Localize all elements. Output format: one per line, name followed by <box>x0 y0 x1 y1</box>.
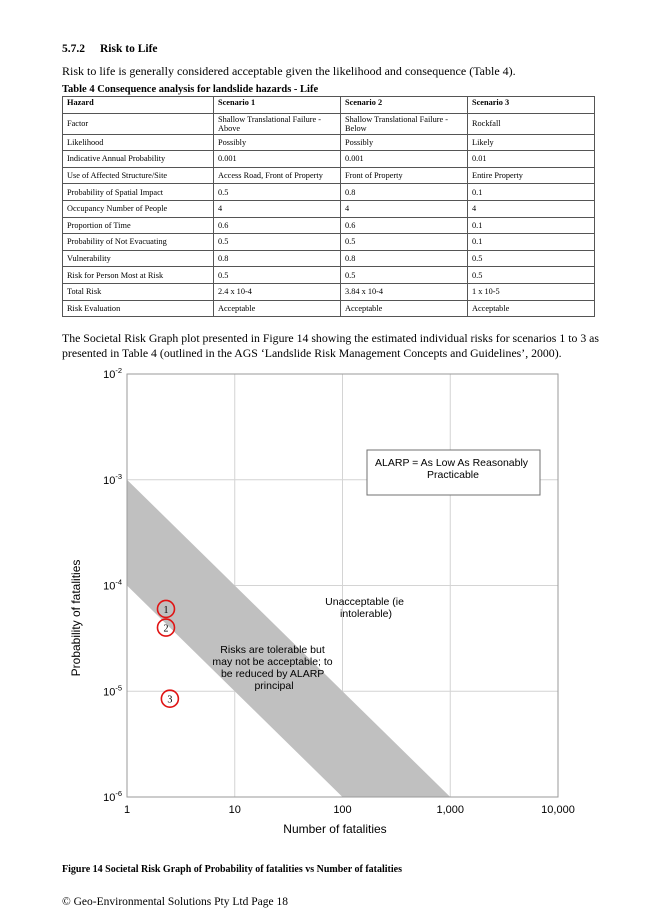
table-cell: 0.5 <box>341 234 468 251</box>
table-cell: 4 <box>468 200 595 217</box>
table-cell: 0.5 <box>214 184 341 201</box>
y-tick-base: 10 <box>103 792 116 804</box>
x-tick-label: 100 <box>333 804 352 816</box>
societal-risk-chart <box>0 360 647 840</box>
table-row <box>63 250 595 267</box>
section-title: Risk to Life <box>100 43 158 55</box>
table-row <box>63 267 595 284</box>
table-row <box>63 300 595 317</box>
header-scenario-2: Scenario 2 <box>341 97 468 114</box>
scenario-label: 3 <box>167 694 173 706</box>
y-tick-label <box>103 578 122 593</box>
table-cell: 0.6 <box>341 217 468 234</box>
table-cell: 0.5 <box>468 250 595 267</box>
section-number: 5.7.2 <box>62 43 85 55</box>
alarp-legend-line-1: ALARP = As Low As Reasonably <box>375 457 529 469</box>
table-cell: 0.8 <box>214 250 341 267</box>
y-tick-exponent: -5 <box>115 683 122 693</box>
page-footer: © Geo-Environmental Solutions Pty Ltd Page 18 <box>62 896 288 908</box>
unacceptable-line-1: Unacceptable (ie <box>325 596 404 608</box>
table-cell: 0.6 <box>214 217 341 234</box>
table-row <box>63 217 595 234</box>
table-row <box>63 234 595 251</box>
table-cell: 0.5 <box>214 234 341 251</box>
table-cell: 0.01 <box>468 151 595 168</box>
table-cell: 3.84 x 10-4 <box>341 283 468 300</box>
header-scenario-3: Scenario 3 <box>468 97 595 114</box>
scenario-label: 1 <box>163 604 169 616</box>
table-cell: 0.1 <box>468 234 595 251</box>
table-cell: 0.1 <box>468 184 595 201</box>
table-row <box>63 113 595 134</box>
table-cell: Possibly <box>341 134 468 151</box>
table-header-row <box>63 97 595 114</box>
table-cell: 1 x 10-5 <box>468 283 595 300</box>
y-tick-label <box>103 683 122 698</box>
table-cell: Acceptable <box>341 300 468 317</box>
header-hazard: Hazard <box>63 97 214 114</box>
table-row <box>63 184 595 201</box>
consequence-table <box>62 96 595 317</box>
tolerable-line-4: principal <box>254 680 294 692</box>
section-heading <box>62 43 158 55</box>
x-axis-label: Number of fatalities <box>283 822 387 836</box>
table-cell: 0.5 <box>468 267 595 284</box>
table-cell: Front of Property <box>341 167 468 184</box>
y-axis-label: Probability of fatalities <box>69 559 83 677</box>
table-cell: Acceptable <box>214 300 341 317</box>
scenario-label: 2 <box>163 623 169 635</box>
x-tick-label: 10,000 <box>541 804 575 816</box>
header-scenario-1: Scenario 1 <box>214 97 341 114</box>
row-label: Proportion of Time <box>63 217 214 234</box>
table-cell: 0.5 <box>214 267 341 284</box>
tolerable-line-2: may not be acceptable; to <box>212 656 333 668</box>
row-label: Probability of Not Evacuating <box>63 234 214 251</box>
row-label: Vulnerability <box>63 250 214 267</box>
y-axis-ticks <box>103 366 122 804</box>
alarp-legend-line-2: Practicable <box>427 469 479 481</box>
y-tick-label <box>103 472 122 487</box>
table-row <box>63 283 595 300</box>
unacceptable-line-2: intolerable) <box>340 608 392 620</box>
x-tick-label: 1 <box>123 804 131 816</box>
y-tick-label <box>103 789 122 804</box>
table-cell: 0.5 <box>341 267 468 284</box>
y-tick-base: 10 <box>103 686 116 699</box>
x-axis-ticks <box>124 804 575 816</box>
table-cell: Shallow Translational Failure - Below <box>341 113 468 134</box>
table-cell: Access Road, Front of Property <box>214 167 341 184</box>
table-cell: 0.001 <box>341 151 468 168</box>
table-cell: 4 <box>214 200 341 217</box>
table-cell: 0.8 <box>341 250 468 267</box>
table-cell: Rockfall <box>468 113 595 134</box>
table-cell: Likely <box>468 134 595 151</box>
row-label: Factor <box>63 113 214 134</box>
row-label: Use of Affected Structure/Site <box>63 167 214 184</box>
table-cell: 4 <box>341 200 468 217</box>
y-tick-exponent: -2 <box>115 366 122 375</box>
row-label: Occupancy Number of People <box>63 200 214 217</box>
table-caption: Table 4 Consequence analysis for landslide hazards - Life <box>62 84 319 95</box>
intro-paragraph: Risk to life is generally considered acceptable given the likelihood and consequence (Table 4). <box>62 64 516 78</box>
table-cell: Entire Property <box>468 167 595 184</box>
table-row <box>63 151 595 168</box>
y-tick-base: 10 <box>103 474 116 487</box>
row-label: Risk for Person Most at Risk <box>63 267 214 284</box>
row-label: Total Risk <box>63 283 214 300</box>
table-cell: 0.001 <box>214 151 341 168</box>
row-label: Probability of Spatial Impact <box>63 184 214 201</box>
table-cell: 2.4 x 10-4 <box>214 283 341 300</box>
table-cell: Acceptable <box>468 300 595 317</box>
x-tick-label: 10 <box>228 804 241 816</box>
table-row <box>63 134 595 151</box>
y-tick-base: 10 <box>103 369 116 381</box>
y-tick-base: 10 <box>103 580 116 593</box>
y-tick-exponent: -6 <box>115 789 122 798</box>
y-tick-label <box>103 366 122 381</box>
graph-description: The Societal Risk Graph plot presented in Figure 14 showing the estimated individual risks for scenarios 1 to 3 as presented in Table 4 (outlined in the AGS ‘Landslide Risk Management Concepts and Guidelines’, 2000). <box>62 331 599 360</box>
table-row <box>63 167 595 184</box>
table-cell: Shallow Translational Failure - Above <box>214 113 341 134</box>
tolerable-line-1: Risks are tolerable but <box>220 644 325 656</box>
table-cell: 0.8 <box>341 184 468 201</box>
row-label: Risk Evaluation <box>63 300 214 317</box>
tolerable-line-3: be reduced by ALARP <box>220 668 325 680</box>
table-cell: Possibly <box>214 134 341 151</box>
x-tick-label: 1,000 <box>436 804 465 816</box>
row-label: Indicative Annual Probability <box>63 151 214 168</box>
figure-caption: Figure 14 Societal Risk Graph of Probability of fatalities vs Number of fatalities <box>62 864 402 875</box>
y-tick-exponent: -3 <box>115 471 122 481</box>
table-row <box>63 200 595 217</box>
row-label: Likelihood <box>63 134 214 151</box>
table-cell: 0.1 <box>468 217 595 234</box>
y-tick-exponent: -4 <box>115 577 122 587</box>
